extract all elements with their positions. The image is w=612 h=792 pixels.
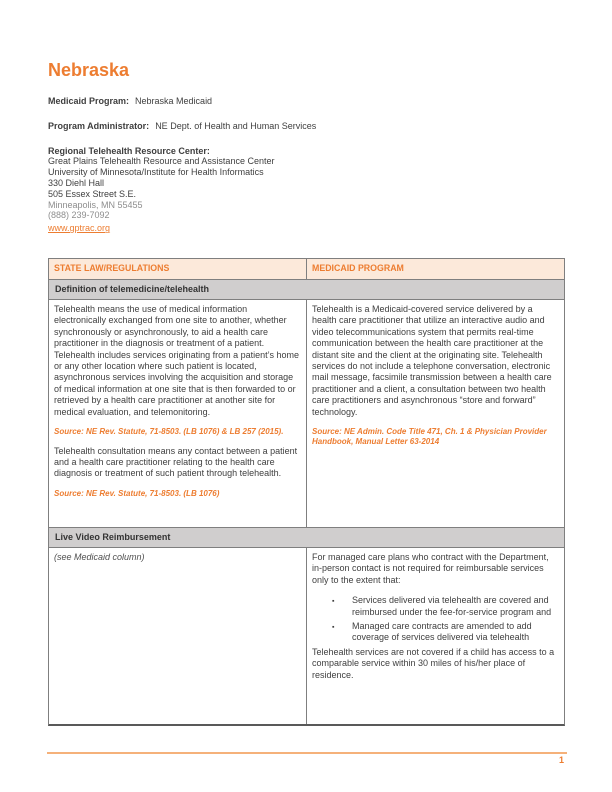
see-medicaid-column-note: (see Medicaid column) — [54, 552, 145, 562]
program-administrator-value: NE Dept. of Health and Human Services — [155, 120, 317, 131]
definition-section-title: Definition of telemedicine/telehealth — [55, 284, 210, 294]
telehealth-consultation-paragraph: Telehealth consultation means any contact between a patient and a health care practitioner relating to the health care diagnosis or treatment of such patient through telehealth. — [54, 445, 298, 479]
resource-center-institute: University of Minnesota/Institute for Health Informatics — [48, 167, 264, 178]
bullet-item-1 — [312, 595, 559, 618]
source-citation-statute-1: Source: NE Rev. Statute, 71-8503. (LB 1076) & LB 257 (2015). — [54, 427, 284, 437]
medicaid-column-header: MEDICAID PROGRAM — [312, 263, 404, 273]
definition-state-law-cell — [49, 300, 307, 527]
table-header-row — [49, 259, 564, 279]
bullet-text-2: Managed care contracts are amended to add coverage of services delivered via telehealth — [352, 621, 532, 643]
resource-center-address-line1: 330 Diehl Hall — [48, 177, 105, 188]
resource-center-phone: (888) 239-7092 — [48, 210, 110, 221]
definition-medicaid-cell — [307, 300, 564, 527]
managed-care-intro-paragraph: For managed care plans who contract with the Department, in-person contact is not required for reimbursable services only to the extent that: — [312, 552, 549, 585]
bullet-marker-icon: ▪ — [332, 624, 335, 632]
live-video-state-law-cell — [49, 548, 307, 724]
definition-row — [49, 299, 564, 527]
state-law-column-header: STATE LAW/REGULATIONS — [49, 259, 307, 279]
resource-center-website-link[interactable]: www.gptrac.org — [48, 223, 111, 234]
program-info-block — [48, 96, 478, 234]
live-video-row — [49, 547, 564, 724]
telehealth-definition-paragraph: Telehealth means the use of medical information electronically exchanged from one site to another, whether synchronously or asynchronously, to aid a health care practitioner in the diagnosis or treatment of a patient. Telehealth includes services originating from a patient’s home or any other location where such patient is located, asynchronous services involving the acquisition and storage of medical information at one site that is then forwarded to or retrieved by a health care practitioner at another site for medical evaluation, and telemonitoring. — [54, 304, 299, 417]
resource-center-city: Minneapolis, MN 55455 — [48, 199, 143, 210]
bullet-item-2 — [312, 621, 559, 644]
resource-center-address-line2: 505 Essex Street S.E. — [48, 188, 137, 199]
coverage-limit-paragraph: Telehealth services are not covered if a child has access to a comparable service within 30 miles of his/her place of residence. — [312, 646, 555, 680]
live-video-section-title: Live Video Reimbursement — [55, 532, 171, 542]
medicaid-program-line — [48, 96, 478, 107]
resource-center-label: Regional Telehealth Resource Center: — [48, 145, 210, 156]
source-citation-statute-2: Source: NE Rev. Statute, 71-8503. (LB 1076) — [54, 488, 220, 498]
bullet-marker-icon: ▪ — [332, 598, 335, 606]
page-title: Nebraska — [48, 60, 130, 80]
medicaid-telehealth-definition-paragraph: Telehealth is a Medicaid-covered service delivered by a health care practitioner that utilize an interactive audio and video telecommunications system that permits real-time communication between the health care practitioner at the distant site and the client at the originating site. Telehealth services do not include a telephone conversation, electronic mail message, facsimile transmission between a health care practitioner and a client, a consultation between two health care practitioners and asynchronous “store and forward” technology. — [312, 304, 552, 417]
bullet-text-1: Services delivered via telehealth are covered and reimbursed under the fee-for-service program and — [352, 595, 552, 617]
medicaid-program-value: Nebraska Medicaid — [135, 96, 213, 106]
live-video-medicaid-cell — [307, 548, 564, 724]
footer-rule — [47, 752, 567, 754]
live-video-section-header — [49, 527, 564, 547]
source-citation-admin-code: Source: NE Admin. Code Title 471, Ch. 1 & Physician Provider Handbook, Manual Letter 63-2014 — [312, 427, 547, 446]
resource-center-name: Great Plains Telehealth Resource and Assistance Center — [48, 156, 275, 167]
definition-section-header — [49, 279, 564, 299]
page-number: 1 — [558, 755, 564, 765]
program-administrator-label: Program Administrator: — [48, 120, 150, 131]
policy-table — [48, 258, 565, 726]
medicaid-program-label: Medicaid Program: — [48, 96, 130, 106]
program-administrator-line — [48, 121, 478, 132]
